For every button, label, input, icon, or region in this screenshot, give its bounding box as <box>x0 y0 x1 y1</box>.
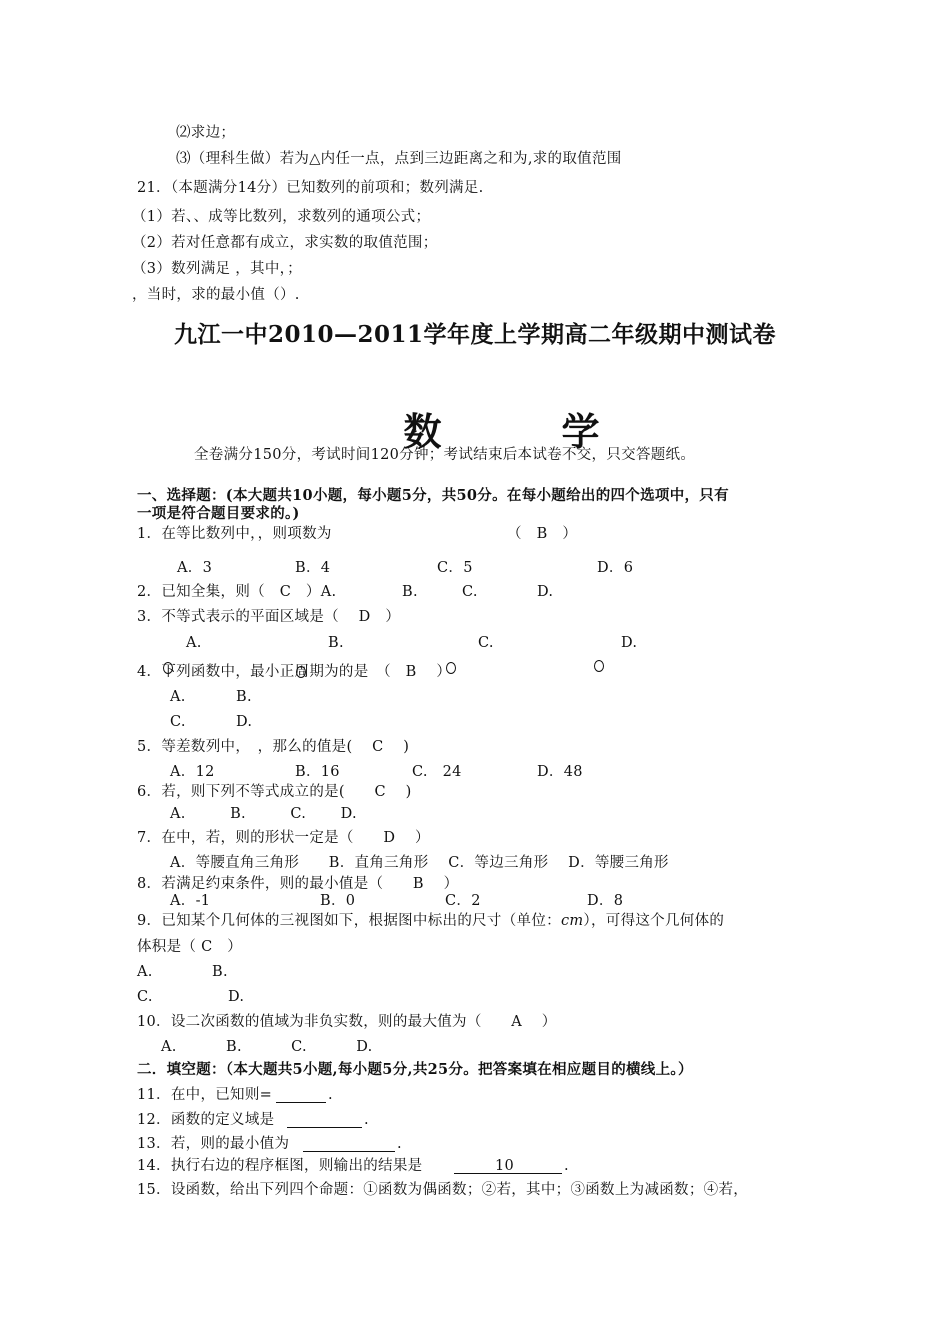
exam-title: 九江一中2010—2011学年度上学期高二年级期中测试卷 <box>173 321 777 348</box>
q5-option-a: A．12 <box>170 764 215 780</box>
origin-circle-icon <box>594 660 604 672</box>
section1-heading-cont: 一项是符合题目要求的。) <box>137 505 300 522</box>
q9-option-b: B. <box>212 964 228 980</box>
q11-period: . <box>328 1087 333 1103</box>
q9-unit: cm <box>560 913 584 929</box>
subject-char-1: 数 <box>403 409 442 454</box>
q4-stem: 4．下列函数中，最小正周期为的是 （ B ） <box>137 664 452 680</box>
q10-stem: 10．设二次函数的值域为非负实数，则的最大值为（ A ） <box>137 1014 557 1030</box>
q21-part1: （1）若、、成等比数列，求数列的通项公式； <box>132 209 431 225</box>
q4-option-d: D. <box>236 714 253 730</box>
section2-heading: 二．填空题：（本大题共5小题,每小题5分,共25分。把答案填在相应题目的横线上。） <box>137 1061 693 1078</box>
q15-stem: 15．设函数，给出下列四个命题：①函数为偶函数；②若，其中；③函数上为减函数；④若， <box>137 1182 749 1198</box>
q7-stem: 7．在中，若，则的形状一定是（ D ） <box>137 830 430 846</box>
q8-option-d: D．8 <box>587 893 624 909</box>
q9-stem-cont: 体积是（ C ） <box>137 939 243 955</box>
q2-stem: 2．已知全集，则（ C ）A. <box>137 584 337 600</box>
q3-stem: 3．不等式表示的平面区域是（ D ） <box>137 609 401 625</box>
q2-option-b: B. <box>402 584 418 600</box>
q12-period: . <box>364 1112 369 1128</box>
q13-blank <box>303 1151 395 1152</box>
q12-blank <box>287 1127 362 1128</box>
q12-stem: 12．函数的定义域是 <box>137 1112 275 1128</box>
q10-options: A. B. C. D. <box>161 1039 373 1055</box>
q14-answer: 10 <box>495 1158 515 1174</box>
section1-heading: 一、选择题：(本大题共10小题，每小题5分，共50分。在每小题给出的四个选项中，只有 <box>137 487 729 504</box>
q13-period: . <box>397 1136 402 1152</box>
exam-note: 全卷满分150分，考试时间120分钟；考试结束后本试卷不交，只交答题纸。 <box>194 447 696 463</box>
q5-option-b: B．16 <box>295 764 340 780</box>
q21-part3: （3）数列满足 ，其中，； <box>132 261 302 277</box>
q9-stem-part2: ），可得这个几何体的 <box>583 913 725 929</box>
q11-stem: 11．在中，已知则= <box>137 1087 273 1103</box>
q1-option-d: D．6 <box>597 560 634 576</box>
q9-stem-part1: 9．已知某个几何体的三视图如下，根据图中标出的尺寸（单位： <box>137 913 561 929</box>
q1-option-a: A．3 <box>177 560 213 576</box>
q2-option-c: C. <box>462 584 478 600</box>
q6-options: A. B. C. D. <box>170 806 357 822</box>
q4-option-c: C. <box>170 714 186 730</box>
q21-part2: （2）若对任意都有成立，求实数的取值范围； <box>132 235 438 251</box>
origin-circle-icon <box>163 662 173 674</box>
q5-option-d: D．48 <box>537 764 583 780</box>
origin-circle-icon <box>446 662 456 674</box>
q9-option-a: A. <box>137 964 153 980</box>
q14-stem: 14．执行右边的程序框图，则输出的结果是 <box>137 1158 423 1174</box>
q3-option-b: B. <box>328 635 344 651</box>
q2-option-d: D. <box>537 584 554 600</box>
q7-options: A．等腰直角三角形 B．直角三角形 C．等边三角形 D．等腰三角形 <box>170 855 669 871</box>
q9-stem <box>137 912 724 930</box>
q3-option-c: C. <box>478 635 494 651</box>
q1-stem: 1．在等比数列中，，则项数为 <box>137 526 332 542</box>
q3-option-a: A. <box>186 635 202 651</box>
q8-stem: 8．若满足约束条件，则的最小值是（ B ） <box>137 876 459 892</box>
q14-period: . <box>564 1158 569 1174</box>
q4-option-a: A. <box>170 689 186 705</box>
subject-char-2: 学 <box>561 409 600 454</box>
q4-option-b: B. <box>236 689 252 705</box>
q8-option-c: C．2 <box>445 893 481 909</box>
q21-stem: 21．（本题满分14分）已知数列的前项和；数列满足. <box>137 180 484 196</box>
q1-answer: （ B ） <box>507 526 578 542</box>
q21-part4: ，当时，求的最小值（）. <box>132 287 300 303</box>
q5-stem: 5．等差数列中， ，那么的值是( C ) <box>137 739 410 755</box>
q3-option-d: D. <box>621 635 638 651</box>
q6-stem: 6．若，则下列不等式成立的是( C ) <box>137 784 412 800</box>
subject-title <box>0 360 950 504</box>
q9-option-d: D. <box>228 989 245 1005</box>
origin-circle-icon <box>296 666 306 678</box>
q5-option-c: C. 24 <box>412 764 462 780</box>
q9-option-c: C. <box>137 989 153 1005</box>
q1-option-b: B．4 <box>295 560 331 576</box>
q13-stem: 13．若，则的最小值为 <box>137 1136 290 1152</box>
q1-option-c: C．5 <box>437 560 473 576</box>
q11-blank <box>276 1102 326 1103</box>
q8-option-b: B．0 <box>320 893 356 909</box>
q8-option-a: A．-1 <box>170 893 211 909</box>
q20-part2: ⑵求边； <box>176 125 236 141</box>
q20-part3: ⑶（理科生做）若为△内任一点，点到三边距离之和为,求的取值范围 <box>176 151 622 167</box>
